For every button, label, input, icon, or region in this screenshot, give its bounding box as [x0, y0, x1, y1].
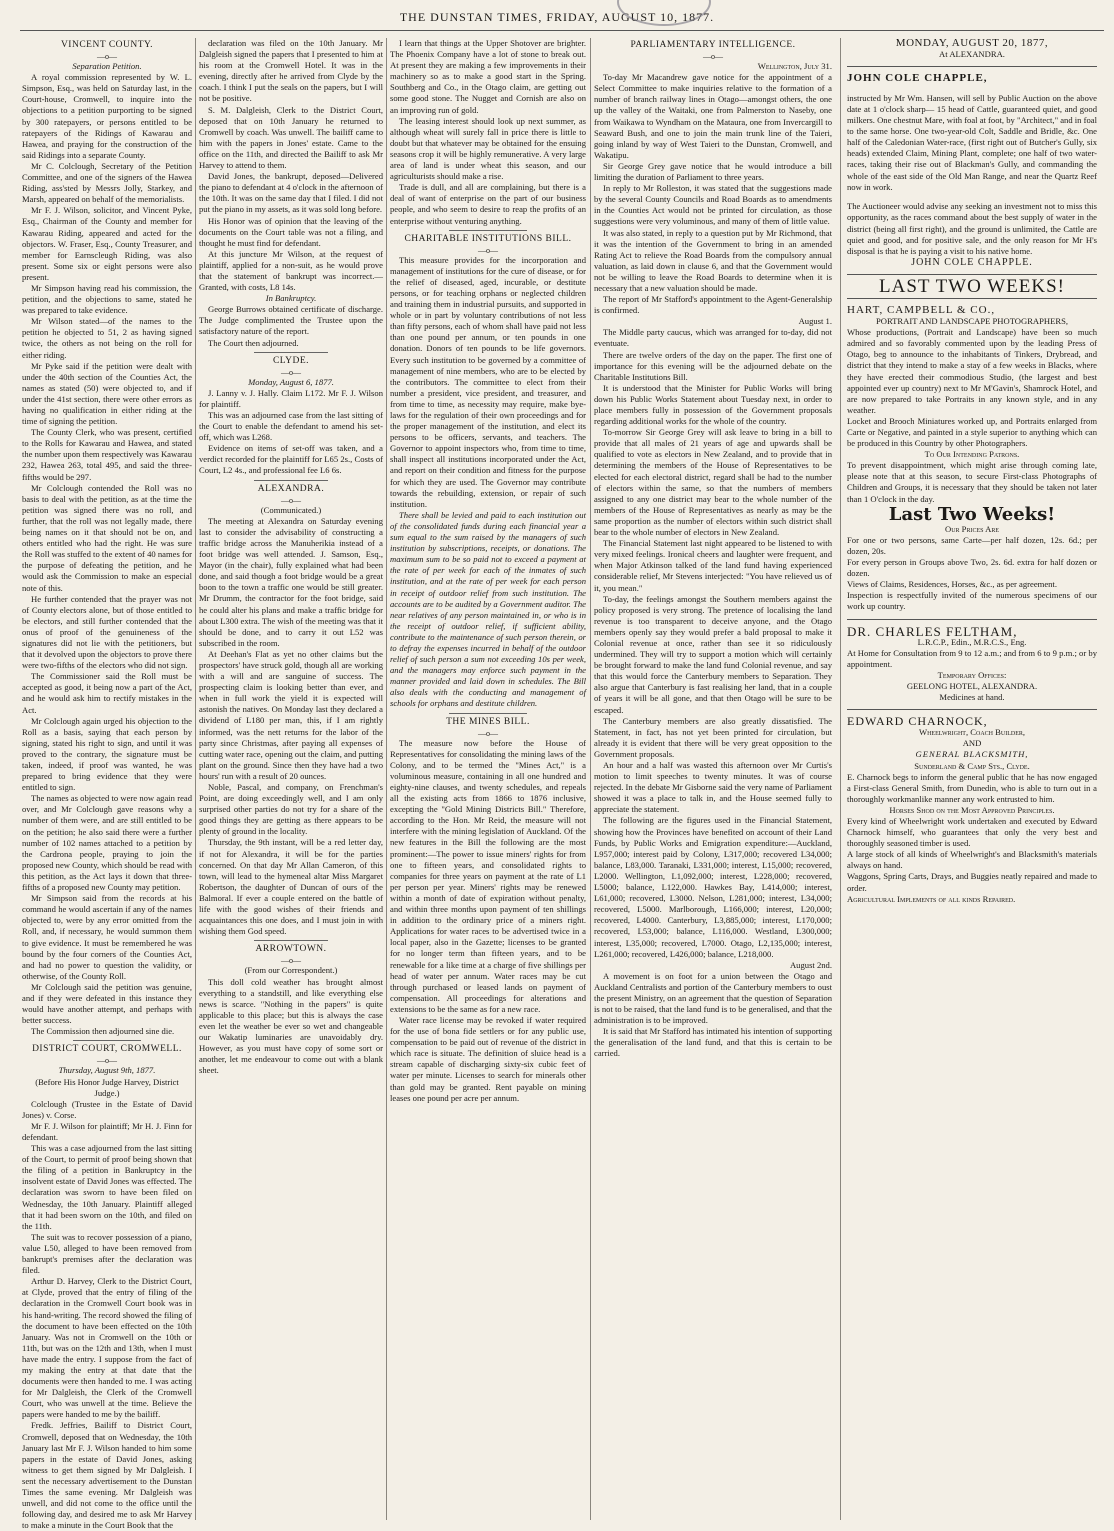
paragraph: declaration was filed on the 10th January. Mr Dalgleish signed the papers that I presented to him at his room at the Cromwell Hotel. It was in the evening, directly after he arrived from Clyde by the coach. I think I put the seals on the papers, but I will not be positive. — [199, 38, 383, 104]
paragraph: The Middle party caucus, which was arranged for to-day, did not eventuate. — [594, 327, 832, 349]
column-divider — [386, 38, 387, 1520]
ad-text: Waggons, Spring Carts, Drays, and Buggies neatly repaired and made to order. — [847, 871, 1097, 893]
ad-text: Whose productions, (Portrait and Landscape) have been so much admired and so favorably commented upon by the leading Press of Otago, beg to announce to the inhabitants of Tinkers, Drybread, and district that they intend to make a stay of a few weeks in Blacks, where they have erected their commodious Studio, (the largest and best appointed ever up country) next to Mr M'Gavin's, Shamrock Hotel, and are now prepared to take Portraits in any known style, and in any weather. — [847, 327, 1097, 415]
paragraph: It is said that Mr Stafford has intimated his intention of supporting the generalisation of the land fund, and that this is certain to be carried. — [594, 1026, 832, 1059]
column-4: PARLIAMENTARY INTELLIGENCE. —o— Wellington, July 31. To-day Mr Macandrew gave notice for the appointment of a Select Committee to make inquiries relative to the formation of a number of branch railway lines in Otago—amongst others, the one up the valley of the Waitaki, one from Palmerston to Naseby, one from Waikawa to Wyndham on the Mataura, one from Invercargill to Seaward Bush, and one to join the main trunk line of the Taieri, going inland by way of West Taieri to the Dunstan, Cromwell, and Wakatipu. Sir George Grey gave notice that he would introduce a bill limiting the duration of Parliament to three years. In reply to Mr Rolleston, it was stated that the suggestions made by the several County Councils and Road Boards as to amendments in the Counties Act would not be printed for circulation, as those suggestions were very voluminous, and many of them of little value. It was also stated, in reply to a question put by Mr Richmond, that it was the intention of the Government to bring in an amended Rating Act to relieve the Road Boards from the compulsory annual valuation, as laid down in clause 6, and that the Government would not be willing to leave the Road Boards to determine when it is necessary that a new valuation should be made. The report of Mr Stafford's appointment to the Agent-Generalship is confirmed. August 1. The Middle party caucus, which was arranged for to-day, did not eventuate. There are twelve orders of the day on the paper. The first one of importance for this evening will be the adjourned debate on the Charitable Institutions Bill. It is understood that the Minister for Public Works will bring down his Public Works Statement about Tuesday next, in order to place members fully in possession of the Government proposals regarding additional works for the whole of the country. To-morrow Sir George Grey will ask leave to bring in a bill to provide that all males of 21 years of age and upwards shall be qualified to vote as electors in New Zealand, and to provide that in determining the members of the House of Representatives to be elected for each electoral district, regard shall be had to the number of electors within the same, so that the numbers of members assigned to any one district may bear to the whole number of the members of the House of Representatives as nearly as may be the same proportion as the number of electors within such district shall bear to the whole number of electors in New Zealand. The Financial Statement last night appeared to be listened to with very mixed feelings. Ironical cheers and laughter were frequent, and when Major Atkinson talked of the land fund having experienced considerable relief, Mr Stevens interjected: "You have relieved us of it, you mean." To-day, the feelings amongst the Southern members against the policy proposed is very strong. The pretence of localising the land revenue is too transparent to deceive anyone, and the Otago members openly say they would prefer a bald proposal to make it Colonial revenue at once, rather than see it so ridiculously undermined. They will try to support a motion which will certainly be brought forward to make the land fund Colonial revenue, and say that this would force the Canterbury members to Separation. They also argue that Canterbury is fast realising her land, that in a couple of years it will be all gone, and that then Otago will be sure to be escaped. The Canterbury members are also greatly dissatisfied. The Statement, in fact, has not yet been printed for circulation, but already it is evident that there will be very great opposition to the Government proposals. An hour and a half was wasted this afternoon over Mr Curtis's motion to limit speeches to twenty minutes. It was of course rejected. In the debate Mr Gisborne said the very name of Parliament showed it was a place to talk in, and the House seemed fully to appreciate the statement. The following are the figures used in the Financial Statement, showing how the Provinces have benefited on account of their Land Funds, by Public Works and Emigration expenditure:—Auckland, L957,000; interest paid by Colony, L317,000; recovered L34,000; balance, L83,000. Taranaki, L331,000; interest, L15,000; recovered, L2000. Wellington, L1,092,000; interest, L228,000; recovered, L5000; balance, L122,000. Hawkes Bay, L414,000; interest, L61,000; recovered, L3000. Nelson, L281,000; interest, L34,000; recovered, L5000. Marlborough, L166,000; interest, L20,000; recovered, L4000. Canterbury, L3,885,000; interest, L170,000; recovered, L53,000; balance, L116,000. Westland, L300,000; interest, L35,000; recovered, L7000. Otago, L2,135,000; interest, L261,000; recovered, L426,000; balance, L218,000. August 2nd. A movement is on foot for a union between the Otago and Auckland Centralists and portion of the Canterbury members to oust the present Ministry, on an agreement that the question of Separation is not to be raised, that the land fund is to be generalised, and that the administration is to be improved. It is said that Mr Stafford has intimated his intention of supporting the generalisation of the land fund, and that this is certain to be carried. — [594, 40, 832, 1059]
paragraph: An hour and a half was wasted this afternoon over Mr Curtis's motion to limit speeches to twenty minutes. It was of course rejected. In the debate Mr Gisborne said the very name of Parliament showed it was a place to talk in, and the House seemed fully to appreciate the statement. — [594, 760, 832, 815]
paragraph: This was a case adjourned from the last sitting of the Court, to permit of proof being shown that the filing of a petition in Bankruptcy in the insolvent estate of David Jones was effected. The declaration was sworn to have been filed on Wednesday, the 10th January. Plaintiff alleged that it had been sworn on the 10th, and filed on the 11th. — [22, 1143, 192, 1231]
paragraph: Mr Wilson stated—of the names to the petition he objected to 51, 2 as having signed twice, the others as not being on the roll for either riding. — [22, 316, 192, 360]
smith-trade: AND — [962, 738, 982, 749]
paragraph: At this juncture Mr Wilson, at the request of plaintiff, applied for a non-suit, as he would prove that the statement of bankrupt was incorrect.—Granted, with costs, L8 14s. — [199, 248, 383, 293]
paragraph: Noble, Pascal, and company, on Frenchman's Point, are doing exceedingly well, and I am only surprised other parties do not try for a share of the good things they are getting as there appears to be plenty of ground in the locality. — [199, 782, 383, 837]
column-divider — [840, 38, 841, 1520]
article-title: ALEXANDRA. — [257, 483, 325, 494]
paragraph: The report of Mr Stafford's appointment to the Agent-Generalship is confirmed. — [594, 294, 832, 316]
paragraph: A royal commission represented by W. L. Simpson, Esq., was held on Saturday last, in the Court-house, Cromwell, to inquire into the objections to a petition purporting to be signed by 300 ratepayers, or persons entitled to be ratepayers of the Ridings of Kawarau and Hawea, and praying for the construction of the said Ridings into a separate County. — [22, 72, 192, 160]
dateline: August 2nd. — [789, 959, 832, 970]
ad-bold-headline: Last Two Weeks! — [888, 503, 1056, 525]
column-2: declaration was filed on the 10th January. Mr Dalgleish signed the papers that I presented to him at his room at the Cromwell Hotel. It was in the evening, directly after he arrived from Clyde by the coach. I think I put the seals on the papers, but I will not be positive. S. M. Dalgleish, Clerk to the District Court, deposed that on 10th January he returned to Cromwell by coach. Was unwell. The bailiff came to him with the papers in Jones' estate. Came to the office on the 11th, and directed the Bailiff to ask Mr Harvey to attend to them. David Jones, the bankrupt, deposed—Delivered the piano to defendant at 4 o'clock in the afternoon of the 10th. It was on the same day that I filed. I did not put the piano in my assets, as it was sold long before. His Honor was of opinion that the leaving of the documents on the Court table was not a filing, and thought he must find for defendant. At this juncture Mr Wilson, at the request of plaintiff, applied for a non-suit, as he would prove that the statement of bankrupt was incorrect.—Granted, with costs, L8 14s. In Bankruptcy. George Burrows obtained certificate of discharge. The Judge complimented the Trustee upon the satisfactory nature of the report. The Court then adjourned. CLYDE. —o— Monday, August 6, 1877. J. Lanny v. J. Hally. Claim L172. Mr F. J. Wilson for plaintiff. This was an adjourned case from the last sitting of the Court to enable the defendant to amend his set-off, which was L268. Evidence on items of set-off was taken, and a verdict recorded for the plaintiff for L65 2s., Costs of Court, L2 4s., and professional fee L6 6s. ALEXANDRA. —o— (Communicated.) The meeting at Alexandra on Saturday evening last to consider the advisability of constructing a traffic bridge across the Manuherikia instead of a foot bridge was well attended. J. Samson, Esq., Mayor (in the chair), fully explained what had been done, and said though a foot bridge would be a great boon to the town a traffic one would be still greater. Mr Drumm, the contractor for the foot bridge, said he could alter his plans and make a traffic bridge for about L300 extra. The wish of the meeting was that it should be done, and to carry it out L52 was subscribed in the room. At Deehan's Flat as yet no other claims but the prospectors' have struck gold, though all are working with a will and are sanguine of success. The prospecting claim is looking better than ever, and when in full work the yield it is expected will astonish the natives. On Monday last they declared a dividend of L180 per man, this, if I am rightly informed, was the nett returns for the labor of the party since Christmas, after paying all expenses of cutting water race, opening out the claim, and putting plant on the ground. Since then they have had a two hours' run with a result of 20 ounces. Noble, Pascal, and company, on Frenchman's Point, are doing exceedingly well, and I am only surprised other parties do not try for a share of the good things they are getting as there appears to be plenty of ground in the locality. Thursday, the 9th instant, will be a red letter day, if not for Alexandra, it will be for the parties concerned. On that day Mr Allan Cameron, of this town, will lead to the hymeneal altar Miss Margaret Robertson, the daughter of Duncan of ours of the Balmoral. If ever a couple entered on the battle of life with the good wishes of their friends and acquaintances this one does, and I must join in with wishing them God speed. ARROWTOWN. —o— (From our Correspondent.) This doll cold weather has brought almost everything to a standstill, and like everything else news is scarce. "Nothing in the papers" is quite applicable to this place; but this is always the case even let the weather be ever so wet and changeable our Wakatip luminaries are unavoidably dry. However, as you must have copy of some sort or another, let me endeavour to come out with a blank sheet. — [199, 38, 383, 1076]
ad-subheading: Horses Shod on the Most Approved Principles. — [889, 804, 1055, 815]
article-title: DISTRICT COURT, CROMWELL. — [32, 1044, 182, 1055]
paragraph: This was an adjourned case from the last sitting of the Court to enable the defendant to amend his set-off, which was L268. — [199, 410, 383, 443]
article-subtitle: Separation Petition. — [72, 61, 142, 72]
smith-name: EDWARD CHARNOCK, — [847, 714, 988, 729]
paragraph: This doll cold weather has brought almost everything to a standstill, and like everything else news is scarce. "Nothing in the papers" is quite applicable to this place; but this is always the case even let the weather be ever so wet and changeable our Wakatip luminaries are unavoidably dry. However, as you must have copy of some sort or another, let me endeavour to come out with a blank sheet. — [199, 976, 383, 1076]
paragraph: This measure provides for the incorporation and management of institutions for the cure of disease, or for the relief of diseased, aged, incurable, or destitute persons, or for teaching orphans or neglected children and training them in industrial pursuits, and supported in whole or in part by voluntary contributions of not less than fifty persons, each of whom shall have paid not less than one pound per annum, or ten pounds in one donation. Donors of ten pounds to be life governors. Every such institution to be governed by a committee of management of nine members, who are to be elected by the contributors. The committee to elect from their number a president, vice president, and treasurer, and from time to time, as necessity may require, make bye-laws for the regulation of their own proceedings and for the proper management of the institution, and elect its persons to be officers, servants, and teachers. The Governor to appoint inspectors who, from time to time, shall inspect all institutions incorporated under the Act, and report on their condition and fitness for the purpose for which they are used. The Governor may contribute towards the rebuilding, extension, or repair of such institution. — [390, 254, 586, 509]
paragraph: George Burrows obtained certificate of discharge. The Judge complimented the Trustee upon the satisfactory nature of the report. — [199, 304, 383, 337]
paragraph: His Honor was of opinion that the leaving of the documents on the Court table was not a filing, and thought he must find for defendant. — [199, 215, 383, 248]
paragraph: The Financial Statement last night appeared to be listened to with very mixed feelings. Ironical cheers and laughter were frequent, and when Major Atkinson talked of the land fund having experienced considerable relief, Mr Stevens interjected: "You have relieved us of it, you mean." — [594, 538, 832, 593]
paragraph: In reply to Mr Rolleston, it was stated that the suggestions made by the several County Councils and Road Boards as to amendments in the Counties Act would not be printed for circulation, as those suggestions were very voluminous, and many of them of little value. — [594, 183, 832, 227]
photographer-name: HART, CAMPBELL & CO., — [847, 303, 996, 316]
paragraph: The County Clerk, who was present, certified to the Rolls for Kawarau and Hawea, and stated the number upon them respectively was Kawarau 232, Hawea 263, total 495, and said the three-fifths would be 297. — [22, 427, 192, 482]
ad-text: At Home for Consultation from 9 to 12 a.m.; and from 6 to 9 p.m.; or by appointment. — [847, 647, 1097, 669]
column-1: VINCENT COUNTY. —o— Separation Petition. A royal commission represented by W. L. Simpson, Esq., was held on Saturday last, in the Court-house, Cromwell, to inquire into the objections to a petition purporting to be signed by 300 ratepayers, or persons entitled to be ratepayers of the Ridings of Kawarau and Hawea, and praying for the construction of the said Ridings into a separate County. Mr C. Colclough, Secretary of the Petition Committee, and one of the signers of the Hawea Riding, ass'sted by Messrs Jolly, Starkey, and Marsh, appeared on behalf of the memorialists. Mr F. J. Wilson, solicitor, and Vincent Pyke, Esq., Chairman of the County and member for Kawarau Riding, appeared and acted for the objectors. W. Fraser, Esq., County Treasurer, and member for Earnscleugh Riding, was also present. Some six or eight persons were also present. Mr Simpson having read his commission, the petition, and the objections to same, stated he was prepared to take evidence. Mr Wilson stated—of the names to the petition he objected to 51, 2 as having signed twice, the others as not being on the roll for either riding. Mr Pyke said if the petition were dealt with under the 40th section of the Counties Act, the names as stated (50) were objected to, and if under the 41st section, there were other errors as having no qualification in either riding at the time of signing the petition. The County Clerk, who was present, certified to the Rolls for Kawarau and Hawea, and stated the number upon them respectively was Kawarau 232, Hawea 263, total 495, and said the three-fifths would be 297. Mr Colclough contended the Roll was no basis to deal with the petition, as at the time the petition was signed there was no roll, and further, that the roll was not legally made, there being names on it that should not be on, and others entitled who had the right. He was sure the Roll was stuffed to the extent of 40 names for the purpose of defeating the petition, and he would ask the Commission to make an especial note of this. He further contended that the prayer was not of County electors alone, but of those entitled to be electors, and still further contended that the onus of proof of the genuineness of the signatures did not lie with the petitioners, but that it devolved upon the objectors to prove there were two-fifths of the electors who did not sign. The Commissioner said the Roll must be accepted as good, it being now a part of the Act, and he would ask him to rectify mistakes in the Act. Mr Colclough again urged his objection to the Roll as a basis, saying that each person by signing, stated his right to sign, and until it was proved to the contrary, the signature must be taken, indeed, if proof was wanted, he was prepared to bring evidence that they were entitled to sign. The names as objected to were now again read over, and Mr Colclough gave reasons why a number of them were, and are still entitled to be on the petition; he also said there were a further number of 102 names attached to a petition by the Cardrona people, praying to join the proposed new County, which should be read with this petition, as the Act lays it down that three-fifths of a proposed new County may petition. Mr Simpson said from the records at his command he would ascertain if any of the names objected to, were by any error omitted from the Roll, and, if necessary, he would summon them to give evidence. It must be remembered he was bound by the four corners of the Counties Act, and had no power to question the validity, or otherwise, of the County Roll. Mr Colclough said the petition was genuine, and if they were defeated in this instance they would have another attempt, and perhaps with better success. The Commission then adjourned sine die. DISTRICT COURT, CROMWELL. —o— Thursday, August 9th, 1877. (Before His Honor Judge Harvey, District Judge.) Colclough (Trustee in the Estate of David Jones) v. Corse. Mr F. J. Wilson for plaintiff; Mr H. J. Finn for defendant. This was a case adjourned from the last sitting of the Court, to permit of proof being shown that the filing of a petition in Bankruptcy in the insolvent estate of David Jones was effected. The declaration was sworn to have been filed on Wednesday, the 10th January. Plaintiff alleged that it had been sworn on the 10th, and filed on the 11th. The suit was to recover possession of a piano, value L50, alleged to have been removed from bankrupt's premises after the declaration was filed. Arthur D. Harvey, Clerk to the District Court, at Clyde, proved that the entry of filing of the declaration in the Cromwell Court book was in his hand-writing. The record showed the filing of the document to have been effected on the 10th January. Was not in Cromwell on the 10th or 11th, but was on the 12th and 13th, when I must have made the entry. I suppose from the fact of my making the entry at that date that the documents were then handed to me. I was acting for Mr Dalgleish, the Clerk of the Cromwell Court, who was unwell at the time. Believe the papers were handed to me by the bailiff. Fredk. Jeffries, Bailiff to District Court, Cromwell, deposed that on Wednesday, the 10th January last Mr F. J. Wilson handed to him some papers in the estate of David Jones, asking witness to get them signed by Mr Dalgleish. I sent the necessary advertisement to the Dunstan Times the same evening. Mr Dalgleish was unwell, and did not come to the office until the following day, and desired me to ask Mr Harvey to make a minute in the Court Book that the — [22, 40, 192, 1531]
auctioneer-name: JOHN COLE CHAPPLE, — [847, 72, 988, 85]
paragraph: Mr Colclough again urged his objection to the Roll as a basis, saying that each person by signing, stated his right to sign, and until it was proved to the contrary, the signature must be taken, indeed, if proof was wanted, he was prepared to bring evidence that they were entitled to sign. — [22, 715, 192, 793]
ad-subheading: Our Prices Are — [944, 523, 1000, 534]
paragraph: The following are the figures used in the Financial Statement, showing how the Provinces have benefited on account of their Land Funds, by Public Works and Emigration expenditure:—Auckland, L957,000; interest paid by Colony, L317,000; recovered L34,000; balance, L83,000. Taranaki, L331,000; interest, L15,000; recovered, L2000. Wellington, L1,092,000; interest, L228,000; recovered, L5000; balance, L122,000. Hawkes Bay, L414,000; interest, L61,000; recovered, L3000. Nelson, L281,000; interest, L34,000; recovered, L5000. Marlborough, L166,000; interest, L20,000; recovered, L4000. Canterbury, L3,885,000; interest, L170,000; recovered, L53,000; balance, L116,000. Westland, L300,000; interest, L35,000; recovered, L7000. Otago, L2,135,000; interest, L261,000; recovered, L426,000; balance, L218,000. — [594, 815, 832, 959]
paragraph: To-morrow Sir George Grey will ask leave to bring in a bill to provide that all males of 21 years of age and upwards shall be qualified to vote as electors in New Zealand, and to provide that in determining the members of the House of Representatives to be elected for each electoral district, regard shall be had to the number of electors within the same, so that the numbers of members assigned to any one district may bear to the whole number of the members of the House of Representatives as nearly as may be the same proportion as the number of electors within such district shall bear to the whole number of electors in New Zealand. — [594, 427, 832, 538]
ad-text: A large stock of all kinds of Wheelwright's and Blacksmith's materials always on hand. — [847, 849, 1097, 871]
paragraph: S. M. Dalgleish, Clerk to the District Court, deposed that on 10th January he returned to Cromwell by coach. Was unwell. The bailiff came to him with the papers in Jones' estate. Came to the office on the 11th, and directed the Bailiff to ask Mr Harvey to attend to them. — [199, 104, 383, 171]
article-title: ARROWTOWN. — [255, 944, 327, 955]
paragraph: There are twelve orders of the day on the paper. The first one of importance for this evening will be the adjourned debate on the Charitable Institutions Bill. — [594, 349, 832, 382]
column-divider — [590, 38, 591, 1520]
medicines-note: Medicines at hand. — [939, 692, 1005, 703]
paragraph: To-day Mr Macandrew gave notice for the appointment of a Select Committee to make inquiries relative to the formation of a number of branch railway lines in Otago—amongst others, the one up the valley of the Waitaki, one from Palmerston to Naseby, one from Waikawa to Wyndham on the Mataura, one from Invercargill to Seaward Bush, and one to join the main trunk line of the Taieri, going inland by way of West Taieri to the Dunstan, Cromwell, and Wakatipu. — [594, 72, 832, 160]
advertisements-column — [847, 38, 1097, 1520]
ad-text: Inspection is respectfully invited of the numerous specimens of our work up country. — [847, 590, 1097, 612]
paragraph: There shall be levied and paid to each institution out of the consolidated funds during each financial year a sum equal to the sum raised by the managers of such institution by subscriptions, receipts, or donations. The maximum sum to be so paid not to exceed a payment at the rate of per week for each of the inmates of such institution, and at the rate of per week for each person in receipt of outdoor relief from such institution. The accounts are to be audited by a Government auditor. The near relatives of any person maintained in, or who is in the receipt of outdoor relief, if sufficient ability, contribute to the maintenance of such person therein, or to defray the expenses incurred in behalf of the outdoor relief of such person a sum not exceeding 10s per week, and the managers may enforce such payment in the manner provided and laid down in schedules. The Bill also deals with the conducting and management of schools for orphans and destitute children. — [390, 509, 586, 709]
paragraph: The Canterbury members are also greatly dissatisfied. The Statement, in fact, has not yet been printed for circulation, but already it is evident that there will be very great opposition to the Government proposals. — [594, 715, 832, 759]
section-heading: In Bankruptcy. — [265, 293, 317, 304]
ad-text: E. Charnock begs to inform the general public that he has now engaged a First-class General Smith, from Dunedin, who is able to turn out in a thoroughly workmanlike manner any work entrusted to him. — [847, 771, 1097, 804]
auction-note: The Auctioneer would advise any seeking an investment not to miss this opportunity, as the races command about the best supply of water in the district (being all first right), and the ground is unlimited, the Cattle are quiet and good, and for positive sale, and the only reason for Mr H's disposal is that he is paying a visit to his native home. — [847, 201, 1097, 256]
ad-text: Locket and Brooch Miniatures worked up, and Portraits enlarged from Carte or Negative, and painted in a style superior to anything which can be produced in this Country by other Photographers. — [847, 415, 1097, 449]
paragraph: At Deehan's Flat as yet no other claims but the prospectors' have struck gold, though all are working with a will and are sanguine of success. The prospecting claim is looking better than ever, and when in full work the yield it is expected will astonish the natives. On Monday last they declared a dividend of L180 per man, this, if I am rightly informed, was the nett returns for the labor of the party since Christmas, after paying all expenses of cutting water race, opening out the claim, and putting plant on the ground. Since then they have had a two hours' run with a result of 20 ounces. — [199, 648, 383, 781]
smith-address: Sunderland & Camp Sts., Clyde. — [914, 760, 1030, 771]
paragraph: The Commission then adjourned sine die. — [31, 1026, 175, 1037]
paragraph: The measure now before the House of Representatives for consolidating the mining laws of the Colony, and to be termed the "Mines Act," is a voluminous measure, containing in all one hundred and eighty-nine clauses, and twenty schedules, and repeals all the existing acts from 1866 to 1876 inclusive, excepting the "Gold Mining Districts Bill." Therefore, according to the Hon. Mr Reid, the measure will not interfere with the mining legislation of Auckland. Of the new features in the Bill the following are the most prominent:—The power to issue miners' rights for from one to fifteen years, and consolidated rights to companies for three years on payment at the rate of L1 per person per year. Miners' rights may be renewed within a month of date of expiration without penalty, and within three months upon payment of ten shillings in addition to the ordinary price of a miners right. Applications for water races to be advertised twice in a local paper, also in the Gazette; licenses to be granted for no longer term than fifteen years, and to be renewable for a like time at a charge of five shillings per head of water per annum. Water races may be cut through purchased or leased lands on payment of compensation. All proceedings for alterations and extensions to be the same as for a new race. — [390, 737, 586, 1014]
paragraph: Mr Simpson said from the records at his command he would ascertain if any of the names objected to, were by any error omitted from the Roll, and, if necessary, he would summon them to give evidence. It must be remembered he was bound by the four corners of the Counties Act, and had no power to question the validity, or otherwise, of the County Roll. — [22, 893, 192, 981]
paragraph: Mr Colclough said the petition was genuine, and if they were defeated in this instance they would have another attempt, and perhaps with better success. — [22, 981, 192, 1026]
paragraph: Mr C. Colclough, Secretary of the Petition Committee, and one of the signers of the Hawea Riding, ass'sted by Messrs Jolly, Starkey, and Marsh, appeared on behalf of the memorialists. — [22, 160, 192, 205]
article-date: Monday, August 6, 1877. — [248, 376, 334, 387]
paragraph: Thursday, the 9th instant, will be a red letter day, if not for Alexandra, it will be for the parties concerned. On that day Mr Allan Cameron, of this town, will lead to the hymeneal altar Miss Margaret Robertson, the daughter of Duncan of ours of the Balmoral. If ever a couple entered on the battle of life with the good wishes of their friends and acquaintances this one does, and I must join in with wishing them God speed. — [199, 837, 383, 937]
paragraph: Fredk. Jeffries, Bailiff to District Court, Cromwell, deposed that on Wednesday, the 10th January last Mr F. J. Wilson handed to him some papers in the estate of David Jones, asking witness to get them signed by Mr Dalgleish. I sent the necessary advertisement to the Dunstan Times the same evening. Mr Dalgleish was unwell, and did not come to the office until the following day, and desired me to ask Mr Harvey to make a minute in the Court Book that the — [22, 1420, 192, 1531]
top-rule — [20, 30, 1104, 31]
article-title: CLYDE. — [272, 355, 310, 366]
paragraph: It was also stated, in reply to a question put by Mr Richmond, that it was the intention of the Government to bring in an amended Rating Act to relieve the Road Boards from the compulsory annual valuation, as laid down in clause 6, and that the Government would not be willing to leave the Road Boards to determine when it is necessary that a new valuation should be made. — [594, 227, 832, 293]
paragraph: Mr F. J. Wilson, solicitor, and Vincent Pyke, Esq., Chairman of the County and member for Kawarau Riding, appeared and acted for the objectors. W. Fraser, Esq., County Treasurer, and member for Earnscleugh Riding, was also present. Some six or eight persons were also present. — [22, 205, 192, 282]
paragraph: The Commissioner said the Roll must be accepted as good, it being now a part of the Act, and he would ask him to rectify mistakes in the Act. — [22, 671, 192, 715]
paragraph: It is understood that the Minister for Public Works will bring down his Public Works Statement about Tuesday next, in order to place members fully in possession of the Government proposals regarding additional works for the whole of the country. — [594, 382, 832, 427]
paragraph: Trade is dull, and all are complaining, but there is a deal of want of enterprise on the part of our business people, and who seem to desire to reap the profits of an enterprise without venturing anything. — [390, 182, 586, 226]
ad-subheading: Temporary Offices: — [937, 669, 1007, 680]
masthead: THE DUNSTAN TIMES, FRIDAY, AUGUST 10, 1877. — [399, 10, 715, 24]
auction-date: MONDAY, AUGUST 20, 1877, — [895, 37, 1049, 49]
article-title: THE MINES BILL. — [446, 716, 530, 727]
paragraph: Evidence on items of set-off was taken, and a verdict recorded for the plaintiff for L65 2s., Costs of Court, L2 4s., and professional fee L6 6s. — [199, 443, 383, 476]
paragraph: The Court then adjourned. — [208, 337, 299, 348]
ad-text: For one or two persons, same Carte—per half dozen, 12s. 6d.; per dozen, 20s. — [847, 534, 1097, 556]
dateline: August 1. — [798, 316, 832, 327]
ad-text: For every person in Groups above Two, 2s. 6d. extra for half dozen or dozen. — [847, 557, 1097, 579]
article-subtitle: (From our Correspondent.) — [244, 965, 338, 976]
dateline: Wellington, July 31. — [757, 61, 832, 72]
paragraph: The leasing interest should look up next summer, as although wheat will surely fall in price there is little to doubt but that whatever may be obtained for the ensuing seasons crop it will be highly remunerative. A very large area of land is under wheat this season, and our agriculturists should make a rise. — [390, 115, 586, 182]
ad-text: Every kind of Wheelwright work undertaken and executed by Edward Charnock himself, who guarantees that only the very best and thoroughly seasoned timber is used. — [847, 816, 1097, 849]
paragraph: The names as objected to were now again read over, and Mr Colclough gave reasons why a number of them were, and are still entitled to be on the petition; he also said there were a further number of 102 names attached to a petition by the Cardrona people, praying to join the proposed new County, which should be read with this petition, as the Act lays it down that three-fifths of a proposed new County may petition. — [22, 793, 192, 893]
article-subtitle: (Communicated.) — [260, 504, 322, 515]
paragraph: A movement is on foot for a union between the Otago and Auckland Centralists and portion of the Canterbury members to oust the present Ministry, on an agreement that the question of Separation is not to be raised, that the land fund is to be generalised, and that the administration is to be improved. — [594, 970, 832, 1026]
paragraph: J. Lanny v. J. Hally. Claim L172. Mr F. J. Wilson for plaintiff. — [199, 387, 383, 409]
court-before: (Before His Honor Judge Harvey, District Judge.) — [35, 1076, 179, 1098]
paragraph: David Jones, the bankrupt, deposed—Delivered the piano to defendant at 4 o'clock in the afternoon of the 10th. It was on the same day that I filed. I did not put the piano in my assets, as it was sold long before. — [199, 171, 383, 215]
paragraph: Mr Pyke said if the petition were dealt with under the 40th section of the Counties Act, the names as stated (50) were objected to, and if under the 41st section, there were other errors as having no qualification in either riding at the time of signing the petition. — [22, 360, 192, 427]
paragraph: I learn that things at the Upper Shotover are brighter. The Phoenix Company have a lot of stone to break out. At present they are making a few improvements in their machinery so as to make a good start in the Spring. Southberg and Co., in the Otago claim, are getting out some good stone. The Nugget and Cornish are also on an improving run of gold. — [390, 38, 586, 115]
paragraph: The suit was to recover possession of a piano, value L50, alleged to have been removed from bankrupt's premises after the declaration was filed. — [22, 1231, 192, 1276]
paragraph: Mr F. J. Wilson for plaintiff; Mr H. J. Finn for defendant. — [22, 1120, 192, 1142]
ad-text: Agricultural Implements of all kinds Repaired. — [847, 893, 1016, 904]
paragraph: Sir George Grey gave notice that he would introduce a bill limiting the duration of Parliament to three years. — [594, 160, 832, 183]
smith-trade: GENERAL BLACKSMITH, — [915, 749, 1029, 760]
ad-subheading: To Our Intending Patrons. — [924, 449, 1020, 460]
paragraph: Mr Simpson having read his commission, the petition, and the objections to same, stated he was prepared to take evidence. — [22, 282, 192, 316]
paragraph: Water race license may be revoked if water required for the use of bona fide settlers or for any public use, compensation to be paid out of revenue of the district in which race is situate. The definition of sluice head is a stream capable of discharging sixty-six cubic feet of water per minute. Licenses to search for minerals other than gold may be granted. Rent payable on mining leases one pound per acre per annum. — [390, 1014, 586, 1103]
auction-place: At ALEXANDRA. — [939, 49, 1005, 60]
auctioneer-signature: JOHN COLE CHAPPLE. — [911, 256, 1033, 268]
ad-text: To prevent disappointment, which might arise through coming late, please note that at this season, to secure First-class Photographs of Children and Groups, it is necessary that they should be taken not later than 1 O'clock in the day. — [847, 460, 1097, 504]
photographer-sub: PORTRAIT AND LANDSCAPE PHOTOGRAPHERS, — [875, 316, 1069, 327]
paragraph: He further contended that the prayer was not of County electors alone, but of those entitled to be electors, and still further contended that the onus of proof of the genuineness of the signatures did not lie with the petitioners, but that it devolved upon the objectors to prove there were two-fifths of the electors who did not sign. — [22, 593, 192, 671]
smith-trade: Wheelwright, Coach Builder, — [918, 727, 1026, 738]
article-title: CHARITABLE INSTITUTIONS BILL. — [404, 233, 572, 244]
ad-text: Views of Claims, Residences, Horses, &c., as per agreement. — [847, 579, 1057, 590]
paragraph: Colclough (Trustee in the Estate of David Jones) v. Corse. — [22, 1098, 192, 1120]
doctor-name: DR. CHARLES FELTHAM, — [847, 623, 1018, 639]
ad-headline: LAST TWO WEEKS! — [879, 275, 1065, 297]
column-divider — [195, 38, 196, 1520]
paragraph: Mr Colclough contended the Roll was no basis to deal with the petition, as at the time the petition was signed there was no roll, and further, that the roll was not legally made, there being names on it that should not be on, and others entitled who had the right. He was sure the Roll was stuffed to the extent of 40 names for the purpose of defeating the petition, and he would ask the Commission to make an especial note of this. — [22, 482, 192, 593]
doctor-credentials: L.R.C.P., Edin., M.R.C.S., Eng. — [917, 636, 1027, 647]
paragraph: The meeting at Alexandra on Saturday evening last to consider the advisability of constructing a traffic bridge across the Manuherikia instead of a foot bridge was well attended. J. Samson, Esq., Mayor (in the chair), fully explained what had been done, and said though a foot bridge would be a great boon to the town a traffic one would be still greater. Mr Drumm, the contractor for the foot bridge, said he could alter his plans and make a traffic bridge for about L300 extra. The wish of the meeting was that it should be done, and to carry it out L52 was subscribed in the room. — [199, 515, 383, 648]
court-date: Thursday, August 9th, 1877. — [58, 1065, 156, 1076]
column-3: I learn that things at the Upper Shotover are brighter. The Phoenix Company have a lot of stone to break out. At present they are making a few improvements in their machinery so as to make a good start in the Spring. Southberg and Co., in the Otago claim, are getting out some good stone. The Nugget and Cornish are also on an improving run of gold. The leasing interest should look up next summer, as although wheat will surely fall in price there is little to doubt but that whatever may be obtained for the ensuing seasons crop it will be highly remunerative. A very large area of land is under wheat this season, and our agriculturists should make a rise. Trade is dull, and all are complaining, but there is a deal of want of enterprise on the part of our business people, and who seem to desire to reap the profits of an enterprise without venturing anything. CHARITABLE INSTITUTIONS BILL. —o— This measure provides for the incorporation and management of institutions for the cure of disease, or for the relief of diseased, aged, incurable, or destitute persons, or for teaching orphans or neglected children and training them in industrial pursuits, and supported in whole or in part by voluntary contributions of not less than fifty persons, each of whom shall have paid not less than one pound per annum, or ten pounds in one donation. Donors of ten pounds to be life governors. Every such institution to be governed by a committee of management of nine members, who are to be elected by the contributors. The committee to elect from their number a president, vice president, and treasurer, and from time to time, as necessity may require, make bye-laws for the regulation of their own proceedings and for the proper management of the institution, and elect its persons to be officers, servants, and teachers. The Governor to appoint inspectors who, from time to time, shall inspect all institutions incorporated under the Act, and report on their condition and fitness for the purpose for which they are used. The Governor may contribute towards the rebuilding, extension, or repair of such institution. There shall be levied and paid to each institution out of the consolidated funds during each financial year a sum equal to the sum raised by the managers of such institution by subscriptions, receipts, or donations. The maximum sum to be so paid not to exceed a payment at the rate of per week for each of the inmates of such institution, and at the rate of per week for each person in receipt of outdoor relief from such institution. The accounts are to be audited by a Government auditor. The near relatives of any person maintained in, or who is in the receipt of outdoor relief, if sufficient ability, contribute to the maintenance of such person therein, or to defray the expenses incurred in behalf of the outdoor relief of such person a sum not exceeding 10s per week, and the managers may enforce such payment in the manner provided and laid down in schedules. The Bill also deals with the conducting and management of schools for orphans and destitute children. THE MINES BILL. —o— The measure now before the House of Representatives for consolidating the mining laws of the Colony, and to be termed the "Mines Act," is a voluminous measure, containing in all one hundred and eighty-nine clauses, and twenty schedules, and repeals all the existing acts from 1866 to 1876 inclusive, excepting the "Gold Mining Districts Bill." Therefore, according to the Hon. Mr Reid, the measure will not interfere with the mining legislation of Auckland. Of the new features in the Bill the following are the most prominent:—The power to issue miners' rights for from one to fifteen years, and consolidated rights to companies for three years on payment at the rate of L1 per person per year. Miners' rights may be renewed within a month of date of expiration without penalty, and within three months upon payment of ten shillings in addition to the ordinary price of a miners right. Applications for water races to be advertised twice in a local paper, also in the Gazette; licenses to be granted for no longer term than fifteen years, and to be renewable for a like time at a charge of five shillings per head of water per annum. Water races may be cut through purchased or leased lands on payment of compensation. All proceedings for alterations and extensions to be the same as for a new race. Water race license may be revoked if water required for the use of bona fide settlers or for any public use, compensation to be paid out of revenue of the district in which race is situate. The definition of sluice head is a stream capable of discharging sixty-six cubic feet of water per minute. Licenses to search for minerals other than gold may be granted. Rent payable on mining leases one pound per acre per annum. — [390, 38, 586, 1103]
auction-text: instructed by Mr Wm. Hansen, will sell by Public Auction on the above date at 1 o'clock sharp— 15 head of Cattle, guaranteed quiet, and good milkers. One chestnut Mare, with foal at foot, by "Architect," and in foal to the same horse. One two-year-old Colt, Saddle and Bridle, &c. One half of the Caledonian Water-race, (first right out of Butcher's Gully, six heads) extended Claim, Mining Plant, complete; one half of two water-races, taking their rise out of Blackman's Gully, and commanding the whole of the east side of the Old Man Range, and near the Quartz Reef now in work. — [847, 92, 1097, 192]
hotel-name: GEELONG HOTEL, ALEXANDRA. — [906, 680, 1038, 691]
paragraph: To-day, the feelings amongst the Southern members against the policy proposed is very strong. The pretence of localising the land revenue is too transparent to deceive anyone, and the Otago members openly say they would prefer a bald proposal to make it Colonial revenue at once, rather than see it so ridiculously undermined. They will try to support a motion which will certainly be brought forward to make the land fund Colonial revenue, and say that this would force the Canterbury members to Separation. They also argue that Canterbury is fast realising her land, that in a couple of years it will be all gone, and that then Otago will be sure to be escaped. — [594, 593, 832, 715]
article-title: VINCENT COUNTY. — [60, 40, 154, 50]
paragraph: Arthur D. Harvey, Clerk to the District Court, at Clyde, proved that the entry of filing of the declaration in the Cromwell Court book was in his hand-writing. The record showed the filing of the document to have been effected on the 10th January. Was not in Cromwell on the 10th or 11th, but was on the 12th and 13th, when I must have made the entry. I suppose from the fact of my making the entry at that date that the documents were then handed to me. I was acting for Mr Dalgleish, the Clerk of the Cromwell Court, who was unwell at the time. Believe the papers were handed to me by the bailiff. — [22, 1276, 192, 1420]
article-title: PARLIAMENTARY INTELLIGENCE. — [630, 40, 796, 50]
